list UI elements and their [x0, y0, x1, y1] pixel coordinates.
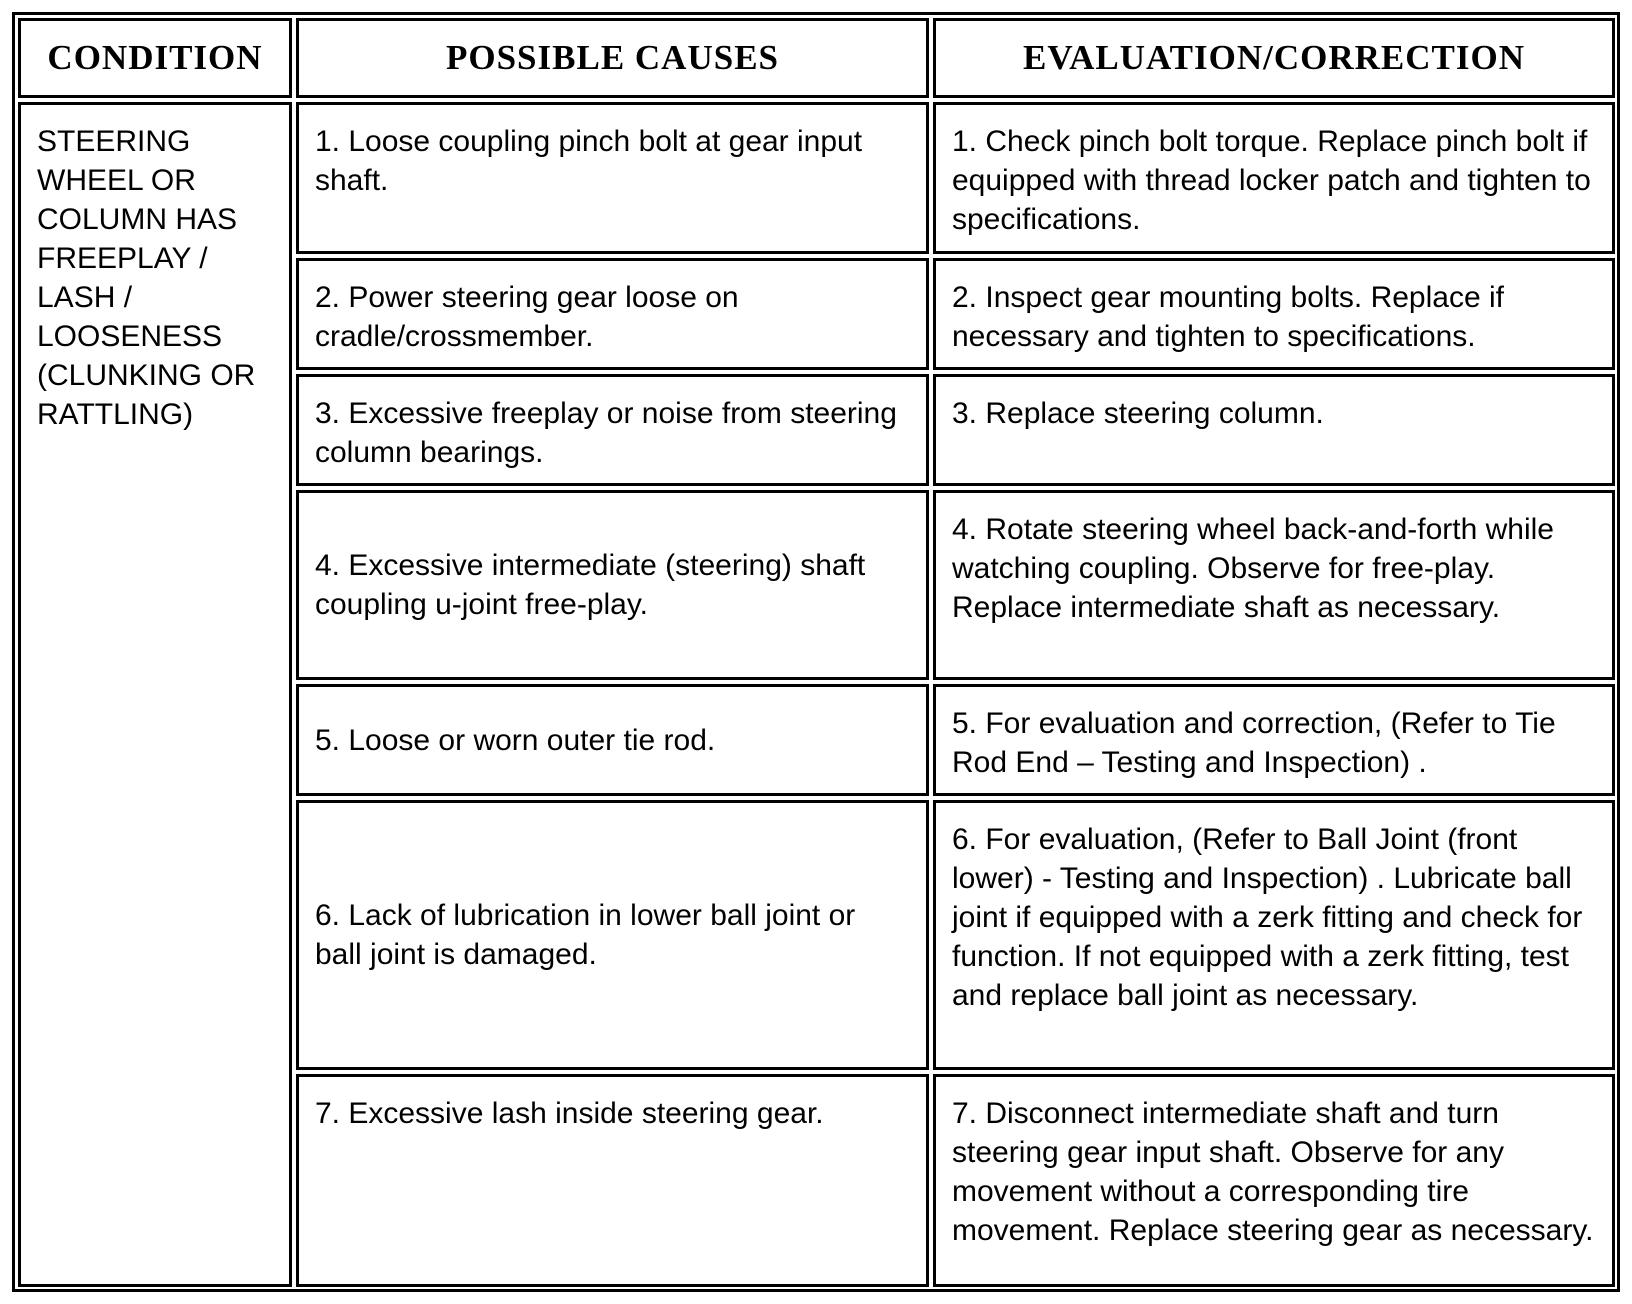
- condition-cell: [18, 102, 292, 1287]
- correction-row-3: [933, 374, 1615, 486]
- correction-row-6: [933, 800, 1615, 1070]
- correction-text: 6. For evaluation, (Refer to Ball Joint (front lower) - Testing and Inspection) . Lubricate ball joint if equipped with a zerk fitting and check for function. If not equipped with a zerk fitting, test and replace ball joint as necessary.: [952, 823, 1583, 1012]
- cause-text: 3. Excessive freeplay or noise from steering column bearings.: [315, 397, 897, 469]
- header-condition-label: CONDITION: [47, 38, 263, 77]
- cause-row-7: [296, 1074, 929, 1287]
- cause-text: 5. Loose or worn outer tie rod.: [315, 723, 716, 757]
- cause-row-1: [296, 102, 929, 254]
- cause-row-4: [296, 490, 929, 680]
- header-causes-label: POSSIBLE CAUSES: [445, 38, 780, 77]
- correction-text: 1. Check pinch bolt torque. Replace pinch bolt if equipped with thread locker patch and tighten to specifications.: [952, 125, 1591, 236]
- cause-row-2: [296, 258, 929, 370]
- cause-text: 1. Loose coupling pinch bolt at gear input shaft.: [315, 125, 863, 197]
- header-condition: [18, 18, 292, 98]
- correction-row-7: [933, 1074, 1615, 1287]
- header-evaluation: [933, 18, 1615, 98]
- correction-text: 5. For evaluation and correction, (Refer to Tie Rod End – Testing and Inspection) .: [952, 707, 1556, 779]
- correction-text: 7. Disconnect intermediate shaft and turn steering gear input shaft. Observe for any movement without a corresponding tire movement. Replace steering gear as necessary.: [952, 1097, 1594, 1247]
- correction-text: 4. Rotate steering wheel back-and-forth while watching coupling. Observe for free-play. Replace intermediate shaft as necessary.: [952, 513, 1554, 624]
- cause-text: 2. Power steering gear loose on cradle/crossmember.: [315, 281, 739, 353]
- correction-row-2: [933, 258, 1615, 370]
- correction-row-4: [933, 490, 1615, 680]
- cause-row-5: [296, 684, 929, 796]
- correction-text: 3. Replace steering column.: [952, 397, 1324, 430]
- cause-text: 7. Excessive lash inside steering gear.: [315, 1097, 824, 1130]
- header-evaluation-label: EVALUATION/CORRECTION: [1022, 38, 1525, 77]
- correction-row-5: [933, 684, 1615, 796]
- correction-row-1: [933, 102, 1615, 254]
- cause-row-6: [296, 800, 929, 1070]
- header-causes: [296, 18, 929, 98]
- cause-text: 4. Excessive intermediate (steering) shaft coupling u-joint free-play.: [315, 549, 866, 621]
- cause-text: 6. Lack of lubrication in lower ball joint or ball joint is damaged.: [315, 899, 856, 971]
- condition-text: STEERING WHEEL OR COLUMN HAS FREEPLAY / LASH / LOOSENESS (CLUNKING OR RATTLING): [37, 125, 256, 431]
- correction-text: 2. Inspect gear mounting bolts. Replace if necessary and tighten to specifications.: [952, 281, 1504, 353]
- cause-row-3: [296, 374, 929, 486]
